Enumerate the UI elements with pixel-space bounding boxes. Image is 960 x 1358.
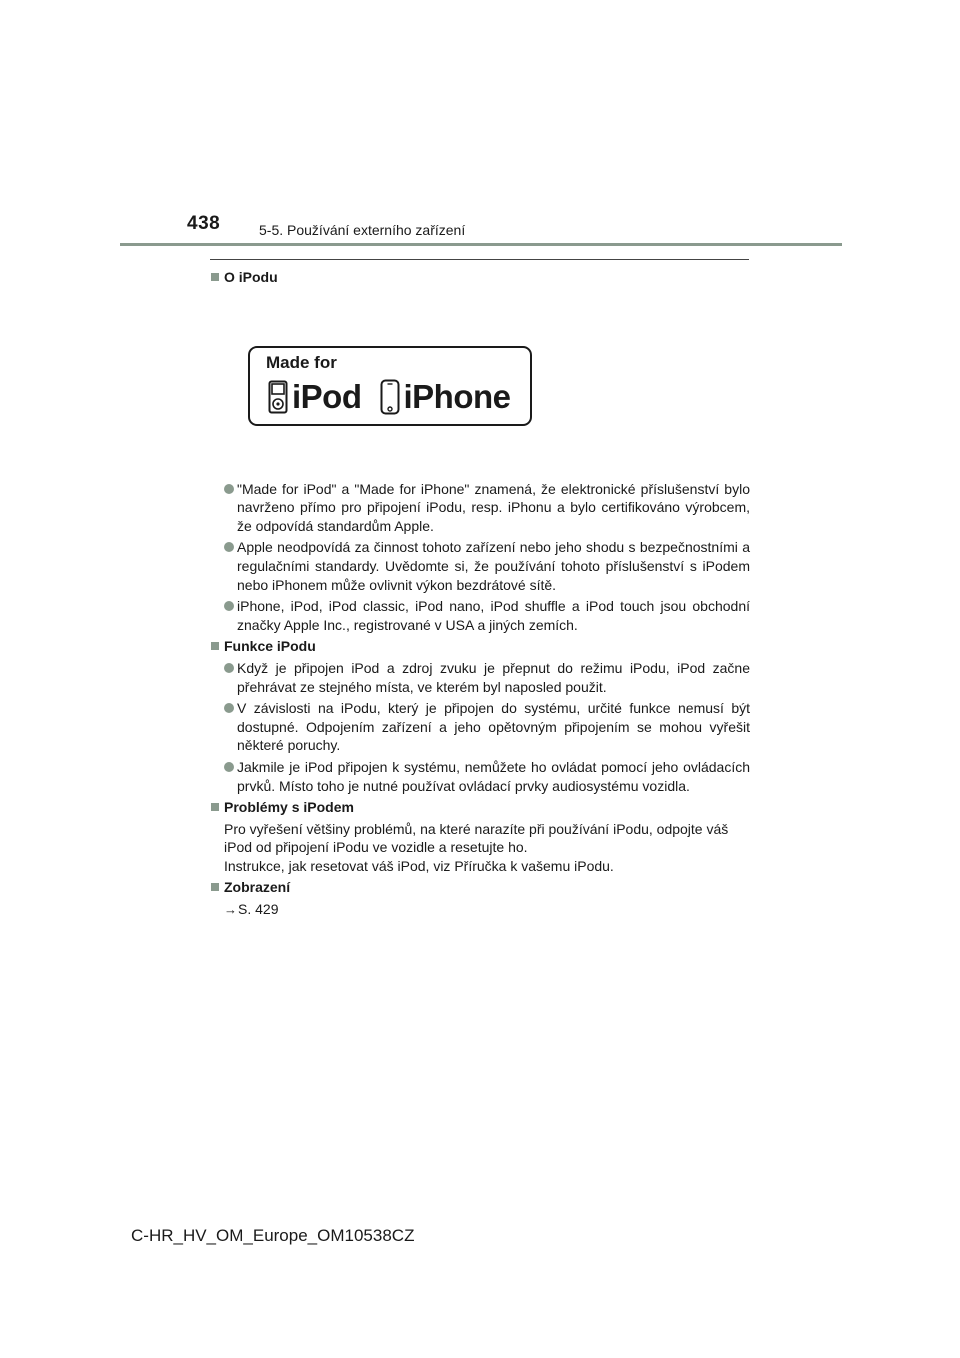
square-bullet-icon	[211, 642, 219, 650]
bullet-dot-icon	[224, 484, 234, 494]
section-title: 5-5. Používání externího zařízení	[259, 222, 466, 238]
bullet-dot-icon	[224, 542, 234, 552]
section-heading-problems	[210, 798, 750, 817]
bullet-dot-icon	[224, 601, 234, 611]
problems-text	[210, 820, 750, 876]
section-heading-about-ipod	[210, 268, 750, 287]
page-content	[210, 268, 750, 920]
square-bullet-icon	[211, 883, 219, 891]
bullet-dot-icon	[224, 703, 234, 713]
bullet-dot-icon	[224, 663, 234, 673]
content-divider	[210, 259, 749, 260]
functions-bullets	[210, 659, 750, 795]
header-divider	[120, 243, 842, 246]
page-reference[interactable]	[210, 900, 750, 920]
section-heading-text: Funkce iPodu	[224, 638, 316, 655]
list-item: Když je připojen iPod a zdroj zvuku je přepnut do režimu iPodu, iPod začne přehrávat ze stejného místa, ve kterém byl naposled použit.	[210, 659, 750, 696]
problems-line: Pro vyřešení většiny problémů, na které narazíte při používání iPodu, odpojte váš iPod od připojení iPodu ve vozidle a resetujte ho.	[224, 820, 729, 856]
section-heading-functions	[210, 637, 750, 656]
logo-ipod-text: iPod	[292, 378, 362, 416]
section-heading-text: O iPodu	[224, 269, 278, 285]
list-item: Jakmile je iPod připojen k systému, nemůžete ho ovládat pomocí jeho ovládacích prvků. Místo toho je nutné používat ovládací prvky audiosystému vozidla.	[210, 758, 750, 795]
list-item: Apple neodpovídá za činnost tohoto zařízení nebo jeho shodu s bezpečnostními a regulačními standardy. Uvědomte si, že používání tohoto příslušenství s iPodem nebo iPhonem může ovlivnit výkon bezdrátové sítě.	[210, 538, 750, 594]
list-item: V závislosti na iPodu, který je připojen do systému, určité funkce nemusí být dostupné. Odpojením zařízení a jeho opětovným připojením se mohou vyřešit některé poruchy.	[210, 699, 750, 755]
ipod-icon	[268, 380, 288, 414]
list-item: "Made for iPod" a "Made for iPhone" znamená, že elektronické příslušenství bylo navrženo přímo pro připojení iPodu, resp. iPhonu a bylo certifikováno výrobcem, že odpovídá standardům Apple.	[210, 480, 750, 536]
section-heading-text: Zobrazení	[224, 879, 291, 896]
square-bullet-icon	[211, 803, 219, 811]
about-ipod-bullets	[210, 480, 750, 635]
page-number: 438	[187, 213, 221, 234]
document-code: C-HR_HV_OM_Europe_OM10538CZ	[131, 1226, 415, 1245]
logo-iphone-text: iPhone	[403, 378, 511, 416]
page-reference-text[interactable]: S. 429	[238, 901, 279, 918]
iphone-icon	[380, 379, 400, 415]
arrow-right-icon: →	[224, 902, 237, 918]
section-heading-display	[210, 878, 750, 897]
list-item: iPhone, iPod, iPod classic, iPod nano, iPod shuffle a iPod touch jsou obchodní značky Apple Inc., registrované v USA a jiných zemích.	[210, 597, 750, 634]
logo-row	[268, 379, 511, 415]
section-heading-text: Problémy s iPodem	[224, 799, 354, 816]
made-for-ipod-iphone-logo	[248, 346, 532, 426]
logo-made-for-text: Made for	[266, 352, 337, 372]
square-bullet-icon	[211, 273, 219, 281]
problems-line: Instrukce, jak resetovat váš iPod, viz Příručka k vašemu iPodu.	[224, 857, 614, 874]
bullet-dot-icon	[224, 762, 234, 772]
